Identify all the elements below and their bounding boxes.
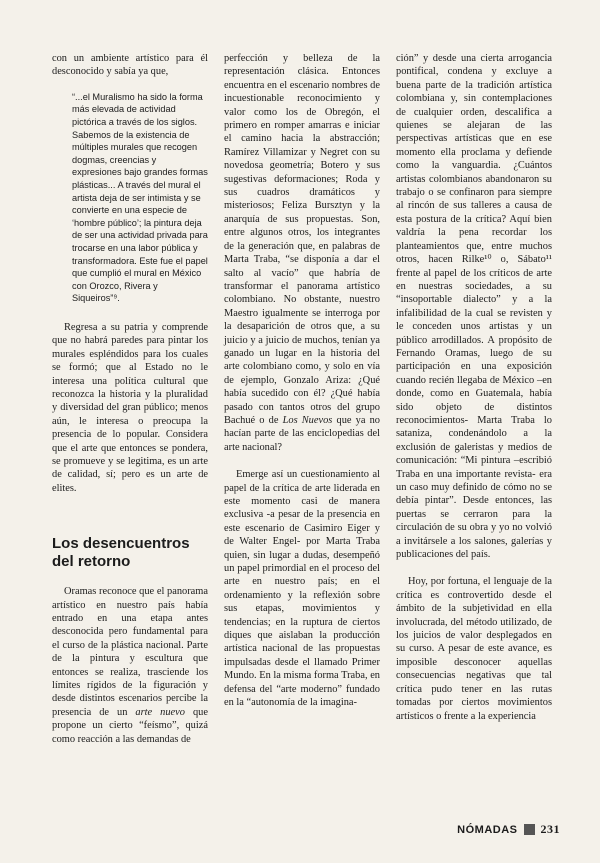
column1-paragraph-1: Regresa a su patria y comprende que no habrá paredes para pintar los murales espléndidos para los cuales se formó; que al Estado no le interesa una política cultural que reconozca la historia y la pluralidad y diversidad del gran público; menos aún, le interesa o preocupa la presencia de lo popular. Considera que el arte que entonces se pondera, se promueve y se legitima, es un arte de calidad, sí; pero es un arte de elites. <box>52 321 208 494</box>
column3-paragraph-1: ción” y desde una cierta arrogancia pontifical, condena y excluye a buena parte de la tradición artística colombiana y, sin contemplaciones de cualquier orden, descalifica a quienes se alejaran de las perspectivas artísticas que en ese momento ella proclama y defiende como la vanguardia. ¿Cuántos artistas colombianos abandonaron su trabajo o se confinaron para siempre al rincón de sus talleres a causa de esta postura de la crítica? Aquí bien valdría la pena recordar los planteamientos que, entre muchos otros, hacen Rilke¹⁰ o, Sábato¹¹ frente al papel de los críticos de arte en nuestras sociedades, a su “insoportable dialecto” y a la infalibilidad de la cual se revisten y le conceden unos artistas y un público arrodillados. A propósito de Fernando Oramas, luego de su participación en una exposición cuando recién llegaba de México –en donde, como en Guatemala, había sido objeto de distintos reconocimientos- Marta Traba lo sataniza, condenándolo a la exclusión de galeristas y medios de comunicación: “Mi pintura –escribió Traba en una importante revista- era un caso muy definido de cómo no se debía pintar”. Desde entonces, las puertas se cerraron para la circulación de su obra y yo no volvió a invitársele a los salones, galerías y publicaciones del país. <box>396 53 552 561</box>
column1-paragraph-2 <box>52 585 208 746</box>
page-number: 231 <box>540 822 560 836</box>
column2-paragraph-1 <box>224 52 380 454</box>
section-heading: Los desencuentros del retorno <box>52 535 190 571</box>
column2-paragraph-2: Emerge así un cuestionamiento al papel de la crítica de arte liderada en este momento casi de manera exclusiva -a pesar de la presencia en este escenario de Casimiro Eiger y de Walter Engel- por Marta Traba quien, sin lugar a dudas, desempeñó un papel primordial en el proceso del arte en nuestro país; en el ordenamiento y la reflexión sobre sus etapas, movimientos y tendencias; en la ruptura de ciertos diques que aislaban la producción artística nacional de las propuestas impulsadas desde el llamado Primer Mundo. En la misma forma Traba, en defensa del “arte moderno” fundado en la “autonomía de la imagina- <box>224 469 380 709</box>
column2-paragraph-1-text-b: que ya no hacían parte de las enciclopedias del arte nacional? <box>224 414 380 453</box>
column1-paragraph-2-text-b: que propone un cierto “feísmo”, quizá como reacción a las demandas de <box>52 706 208 745</box>
column1-intro: con un ambiente artístico para él desconocido y sabía ya que, <box>52 53 208 78</box>
block-quote: “...el Muralismo ha sido la forma más elevada de actividad pictórica a través de los siglos. Sabemos de la existencia de múltiples murales que recogen dogmas, creencias y expresiones bajo grandes formas plásticas... A través del mural el artista deja de ser intimista y se convierte en una especie de ‘hombre público’; la pintura deja de ser una actividad privada para trocarse en una labor pública y transformadora. Este fue el papel que cumplió el mural en México con Orozco, Rivera y Siqueiros”⁹. <box>72 91 208 304</box>
page-body <box>52 52 552 812</box>
column3-paragraph-2: Hoy, por fortuna, el lenguaje de la crítica es controvertido desde el ámbito de la subjetividad en ella involucrada, del método utilizado, de los juicios de valor desplegados en su curso. A pesar de este avance, es imposible desconocer aquellas consecuencias negativas que tal crítica pudo tener en las rutas tomadas por ciertos movimientos artísticos o frente a la experiencia <box>396 576 552 722</box>
column2-paragraph-1-text-a: perfección y belleza de la representación clásica. Entonces encuentra en el escenario nombres de incuestionable reconocimiento y valor como los de Obregón, el primero en romper amarras e iniciar el camino hacia la abstracción; Ramírez Villamizar y Negret con su novedosa geometría; Botero y sus sugestivas deformaciones; Roda y sus cuadros dramáticos y misteriosos; Feliza Bursztyn y la anarquía de sus propuestas. Son, entre algunos otros, los integrantes de la generación que, en palabras de Marta Traba, “se disponía a dar el salto al vacío” que habría de transformar el panorama artístico colombiano. No obstante, nuestro Maestro igualmente se interroga por la desaparición de otros que, a su juicio y a juicio de muchos, tenían ya ganado un lugar en la historia del arte colombiano como, y solo en vía de ejemplo, Gonzalo Ariza: ¿Qué había sucedido con él? ¿Qué había pasado con tantos otros del grupo Bachué o de <box>224 53 380 426</box>
column1-paragraph-2-emphasis: arte nuevo <box>135 706 185 718</box>
column-1 <box>52 52 208 812</box>
journal-name: NÓMADAS <box>457 823 518 836</box>
column2-paragraph-1-emphasis: Los Nuevos <box>282 414 333 426</box>
page-footer <box>457 822 560 837</box>
square-icon <box>524 824 535 835</box>
column-3 <box>396 52 552 812</box>
column1-paragraph-2-text-a: Oramas reconoce que el panorama artístico en nuestro país había entrado en una etapa antes desconocida pero fundamental para el curso de la plástica nacional. Parte de la pintura y escultura que entonces se realiza, trasciende los límites rígidos de la figuración y desde distintos escenarios percibe la presencia de un <box>52 586 208 718</box>
column-2 <box>224 52 380 812</box>
